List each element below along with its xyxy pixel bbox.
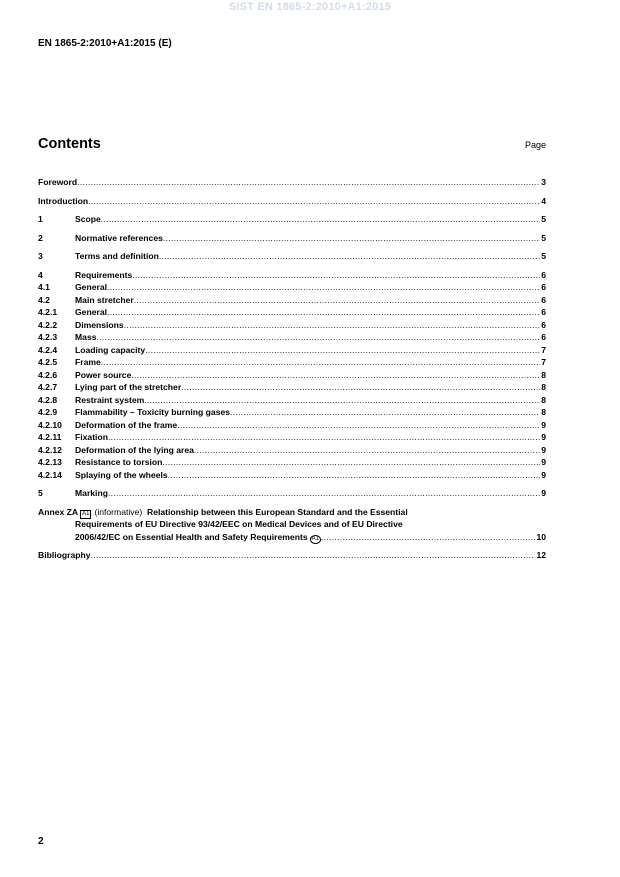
toc-entry-page: 7: [541, 357, 546, 367]
toc-entry-flammability[interactable]: [38, 406, 546, 419]
toc-entry-title: Lying part of the stretcher: [75, 382, 182, 392]
dot-leader: [97, 331, 541, 344]
dot-leader: [134, 294, 540, 307]
toc-entry-page: 5: [541, 232, 546, 243]
toc-entry-4-2-1-general[interactable]: [38, 306, 546, 319]
amendment-start-marker: A1: [82, 510, 90, 517]
toc-entry-title: Deformation of the lying area: [75, 444, 194, 455]
toc-entry-title: Marking: [75, 488, 108, 498]
toc-entry-fixation[interactable]: [38, 431, 546, 444]
toc-entry-number: 4.2.1: [38, 307, 58, 317]
toc-entry-title: Introduction: [38, 195, 89, 206]
toc-entry-page: 6: [541, 294, 546, 305]
toc-entry-number: 2: [38, 232, 43, 243]
toc-entry-annex-za[interactable]: [38, 506, 546, 544]
toc-entry-title: Power source: [75, 369, 132, 380]
toc-entry-page: 8: [541, 369, 546, 380]
dot-leader: [131, 369, 540, 382]
toc-entry-mass[interactable]: [38, 331, 546, 344]
toc-entry-page: 7: [541, 344, 546, 355]
page-number: 2: [38, 836, 44, 847]
toc-entry-title: Fixation: [75, 432, 108, 442]
toc-entry-dimensions[interactable]: [38, 319, 546, 332]
toc-entry-terms-and-definition[interactable]: [38, 250, 546, 263]
toc-entry-deformation-frame[interactable]: [38, 419, 546, 432]
toc-entry-4-1-general[interactable]: [38, 281, 546, 294]
toc-entry-page: 8: [541, 382, 546, 392]
dot-leader: [108, 487, 540, 500]
toc-entry-title: Frame: [75, 357, 101, 367]
toc-entry-number: 1: [38, 214, 43, 224]
toc-entry-power-source[interactable]: [38, 369, 546, 382]
dot-leader: [145, 344, 540, 357]
toc-entry-resistance-torsion[interactable]: [38, 456, 546, 469]
toc-entry-title: Deformation of the frame: [75, 419, 178, 430]
toc-entry-number: 4.2.2: [38, 319, 58, 330]
toc-entry-title: Foreword: [38, 177, 78, 187]
toc-entry-number: 4.2.3: [38, 332, 58, 342]
dot-leader: [144, 394, 540, 407]
toc-entry-title: General: [75, 282, 108, 292]
toc-entry-scope[interactable]: [38, 213, 546, 226]
toc-entry-number: 4.2.9: [38, 407, 58, 417]
dot-leader: [177, 419, 540, 432]
toc-entry-restraint-system[interactable]: [38, 394, 546, 407]
toc-entry-title: Main stretcher: [75, 294, 134, 305]
toc-entry-page: 6: [541, 319, 546, 330]
toc-entry-title: Scope: [75, 214, 101, 224]
toc-entry-title: Bibliography: [38, 550, 91, 560]
dot-leader: [163, 232, 540, 245]
toc-entry-introduction[interactable]: [38, 195, 546, 208]
toc-entry-foreword[interactable]: [38, 176, 546, 189]
contents-title: Contents: [38, 136, 101, 152]
dot-leader: [107, 306, 540, 319]
toc-entry-number: 4.1: [38, 282, 50, 292]
toc-entry-title: Flammability – Toxicity burning gases: [75, 407, 231, 417]
dot-leader: [88, 195, 540, 208]
toc-entry-page: 6: [541, 332, 546, 342]
toc-entry-splaying-wheels[interactable]: [38, 469, 546, 482]
page-column-label: Page: [524, 140, 546, 150]
toc-entry-page: 10: [536, 531, 546, 542]
toc-entry-number: 4: [38, 269, 43, 280]
toc-entry-number: 5: [38, 488, 43, 498]
annex-title-line-3: 2006/42/EC on Essential Health and Safety Requirements: [75, 531, 308, 542]
dot-leader: [132, 269, 540, 282]
toc-entry-page: 8: [541, 407, 546, 417]
amendment-end-marker: A1: [311, 535, 319, 542]
toc-entry-page: 12: [536, 550, 546, 560]
toc-entry-number: 4.2.8: [38, 394, 58, 405]
toc-entry-page: 9: [541, 419, 546, 430]
annex-number: Annex ZA: [38, 506, 79, 517]
toc-entry-page: 3: [541, 177, 546, 187]
toc-entry-number: 4.2.6: [38, 369, 58, 380]
dot-leader: [91, 549, 536, 562]
toc-entry-number: 4.2.14: [38, 469, 62, 480]
toc-entry-page: 8: [541, 394, 546, 405]
toc-entry-number: 4.2.11: [38, 432, 62, 442]
toc-entry-title: Terms and definition: [75, 251, 159, 261]
toc-entry-page: 4: [541, 195, 546, 206]
toc-entry-title: Requirements: [75, 269, 133, 280]
toc-entry-page: 6: [541, 307, 546, 317]
toc-entry-requirements[interactable]: [38, 269, 546, 282]
toc-entry-number: 4.2.4: [38, 344, 58, 355]
toc-entry-number: 4.2.7: [38, 382, 58, 392]
toc-entry-number: 4.2.5: [38, 357, 58, 367]
dot-leader: [107, 281, 540, 294]
annex-title-line-2: Requirements of EU Directive 93/42/EEC on Medical Devices and of EU Directive: [75, 519, 403, 529]
toc-entry-title: Normative references: [75, 232, 163, 243]
dot-leader: [159, 250, 540, 263]
dot-leader: [124, 319, 541, 332]
toc-entry-number: 4.2.12: [38, 444, 62, 455]
toc-entry-frame[interactable]: [38, 356, 546, 369]
dot-leader: [321, 531, 536, 544]
toc-entry-page: 5: [541, 251, 546, 261]
toc-entry-bibliography[interactable]: [38, 549, 546, 562]
toc-entry-page: 9: [541, 469, 546, 480]
toc-entry-title: Mass: [75, 332, 97, 342]
toc-entry-number: 3: [38, 251, 43, 261]
toc-entry-title: Restraint system: [75, 394, 145, 405]
toc-entry-deformation-lying-area[interactable]: [38, 444, 546, 457]
annex-title-line-1: Relationship between this European Standard and the Essential: [147, 506, 408, 517]
toc-entry-main-stretcher[interactable]: [38, 294, 546, 307]
toc-entry-page: 6: [541, 269, 546, 280]
dot-leader: [194, 444, 540, 457]
watermark: SIST EN 1865-2:2010+A1:2015: [228, 1, 392, 13]
toc-entry-title: Splaying of the wheels: [75, 469, 168, 480]
toc-entry-number: 4.2.13: [38, 457, 62, 467]
toc-entry-title: General: [75, 307, 108, 317]
toc-entry-loading-capacity[interactable]: [38, 344, 546, 357]
annex-informative-label: (informative): [94, 506, 143, 517]
dot-leader: [101, 213, 540, 226]
document-id: EN 1865-2:2010+A1:2015 (E): [38, 38, 172, 49]
dot-leader: [77, 176, 540, 189]
toc-entry-page: 9: [541, 488, 546, 498]
toc-entry-title: Resistance to torsion: [75, 457, 163, 467]
toc-entry-number: 4.2.10: [38, 419, 62, 430]
dot-leader: [101, 356, 540, 369]
toc-entry-lying-part[interactable]: [38, 381, 546, 394]
toc-entry-number: 4.2: [38, 294, 50, 305]
toc-entry-title: Dimensions: [75, 319, 124, 330]
dot-leader: [162, 456, 540, 469]
dot-leader: [181, 381, 540, 394]
dot-leader: [230, 406, 540, 419]
toc-entry-marking[interactable]: [38, 487, 546, 500]
toc-entry-page: 9: [541, 444, 546, 455]
toc-entry-page: 9: [541, 432, 546, 442]
dot-leader: [168, 469, 541, 482]
table-of-contents: [38, 176, 546, 562]
toc-entry-page: 9: [541, 457, 546, 467]
toc-entry-normative-references[interactable]: [38, 232, 546, 245]
toc-entry-page: 5: [541, 214, 546, 224]
dot-leader: [108, 431, 540, 444]
toc-entry-title: Loading capacity: [75, 344, 146, 355]
toc-entry-page: 6: [541, 282, 546, 292]
